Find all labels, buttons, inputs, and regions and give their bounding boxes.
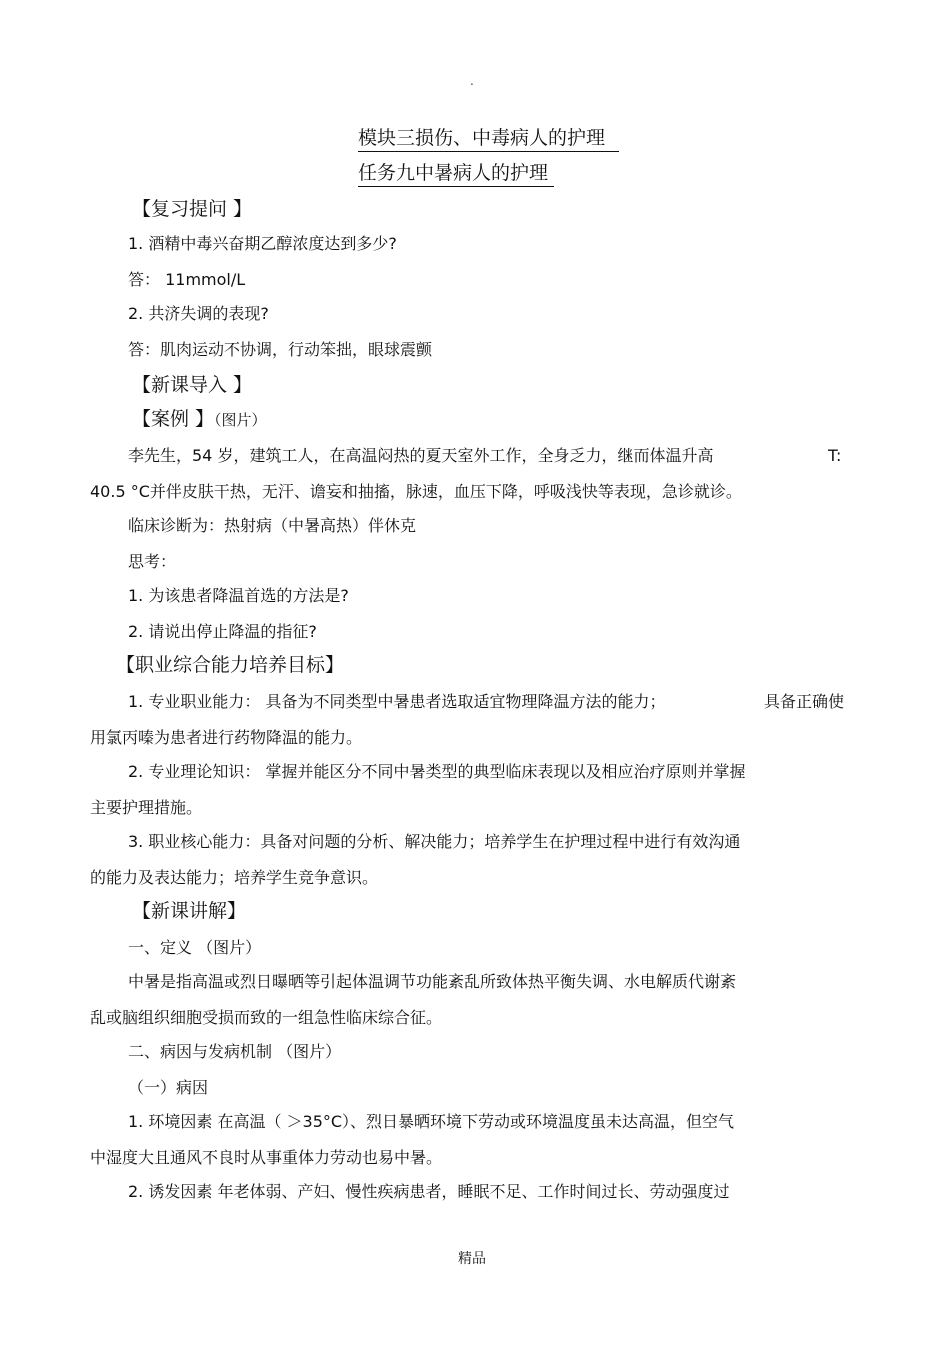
review-question-1: 1. 酒精中毒兴奋期乙醇浓度达到多少? bbox=[128, 234, 397, 253]
goal-1-line-2: 用氯丙嗪为患者进行药物降温的能力。 bbox=[90, 728, 363, 747]
goal-3-line-1: 3. 职业核心能力：具备对问题的分析、解决能力；培养学生在护理过程中进行有效沟通 bbox=[128, 832, 741, 851]
page-footer: 精品 bbox=[458, 1251, 486, 1267]
think-question-2: 2. 请说出停止降温的指征? bbox=[128, 622, 317, 641]
definition-text-line-2: 乱或脑组织细胞受损而致的一组急性临床综合征。 bbox=[90, 1008, 443, 1027]
cause-1-line-2: 中湿度大且通风不良时从事重体力劳动也易中暑。 bbox=[90, 1148, 443, 1167]
goals-heading: 【职业综合能力培养目标】 bbox=[116, 654, 345, 676]
think-question-1: 1. 为该患者降温首选的方法是? bbox=[128, 586, 349, 605]
goal-1-line-1-tail: 具备正确使 bbox=[764, 692, 845, 711]
goal-2-line-1: 2. 专业理论知识： 掌握并能区分不同中暑类型的典型临床表现以及相应治疗原则并掌握 bbox=[128, 762, 746, 781]
case-text-line-2: 40.5 °C并伴皮肤干热，无汗、谵妄和抽搐，脉速，血压下降，呼吸浅快等表现，急诊就诊。 bbox=[90, 482, 742, 501]
think-label: 思考： bbox=[128, 552, 177, 571]
review-answer-2: 答：肌肉运动不协调，行动笨拙，眼球震颤 bbox=[128, 340, 433, 359]
cause-2-line-1: 2. 诱发因素 年老体弱、产妇、慢性疾病患者，睡眠不足、工作时间过长、劳动强度过 bbox=[128, 1182, 730, 1201]
lecture-heading: 【新课讲解】 bbox=[132, 900, 247, 922]
case-heading bbox=[132, 406, 267, 433]
review-question-2: 2. 共济失调的表现? bbox=[128, 304, 269, 323]
cause-1-line-1: 1. 环境因素 在高温（ ＞35°C）、烈日暴晒环境下劳动或环境温度虽未达高温，但空气 bbox=[128, 1112, 735, 1131]
review-answer-1: 答： 11mmol/L bbox=[128, 270, 246, 289]
goal-1-line-1: 1. 专业职业能力： 具备为不同类型中暑患者选取适宜物理降温方法的能力； bbox=[128, 692, 666, 711]
cause-heading: 二、病因与发病机制 （图片） bbox=[128, 1042, 342, 1061]
intro-heading: 【新课导入 】 bbox=[132, 374, 253, 396]
review-heading: 【复习提问 】 bbox=[132, 198, 253, 220]
goal-3-line-2: 的能力及表达能力；培养学生竞争意识。 bbox=[90, 868, 379, 887]
header-mark: . bbox=[470, 74, 474, 88]
case-image-note: （图片） bbox=[214, 411, 267, 429]
case-text-line-1: 李先生，54 岁，建筑工人，在高温闷热的夏天室外工作，全身乏力，继而体温升高 bbox=[128, 446, 714, 465]
module-title: 模块三损伤、中毒病人的护理 bbox=[358, 125, 619, 152]
case-text-temp-label: T: bbox=[828, 446, 842, 465]
clinical-diagnosis: 临床诊断为：热射病（中暑高热）伴休克 bbox=[128, 516, 417, 535]
case-heading-label: 【案例 】 bbox=[132, 408, 215, 430]
cause-subheading: （一）病因 bbox=[128, 1078, 209, 1097]
goal-2-line-2: 主要护理措施。 bbox=[90, 798, 203, 817]
definition-heading: 一、定义 （图片） bbox=[128, 938, 262, 957]
task-title: 任务九中暑病人的护理 bbox=[358, 160, 554, 187]
definition-text-line-1: 中暑是指高温或烈日曝晒等引起体温调节功能紊乱所致体热平衡失调、水电解质代谢紊 bbox=[128, 972, 737, 991]
